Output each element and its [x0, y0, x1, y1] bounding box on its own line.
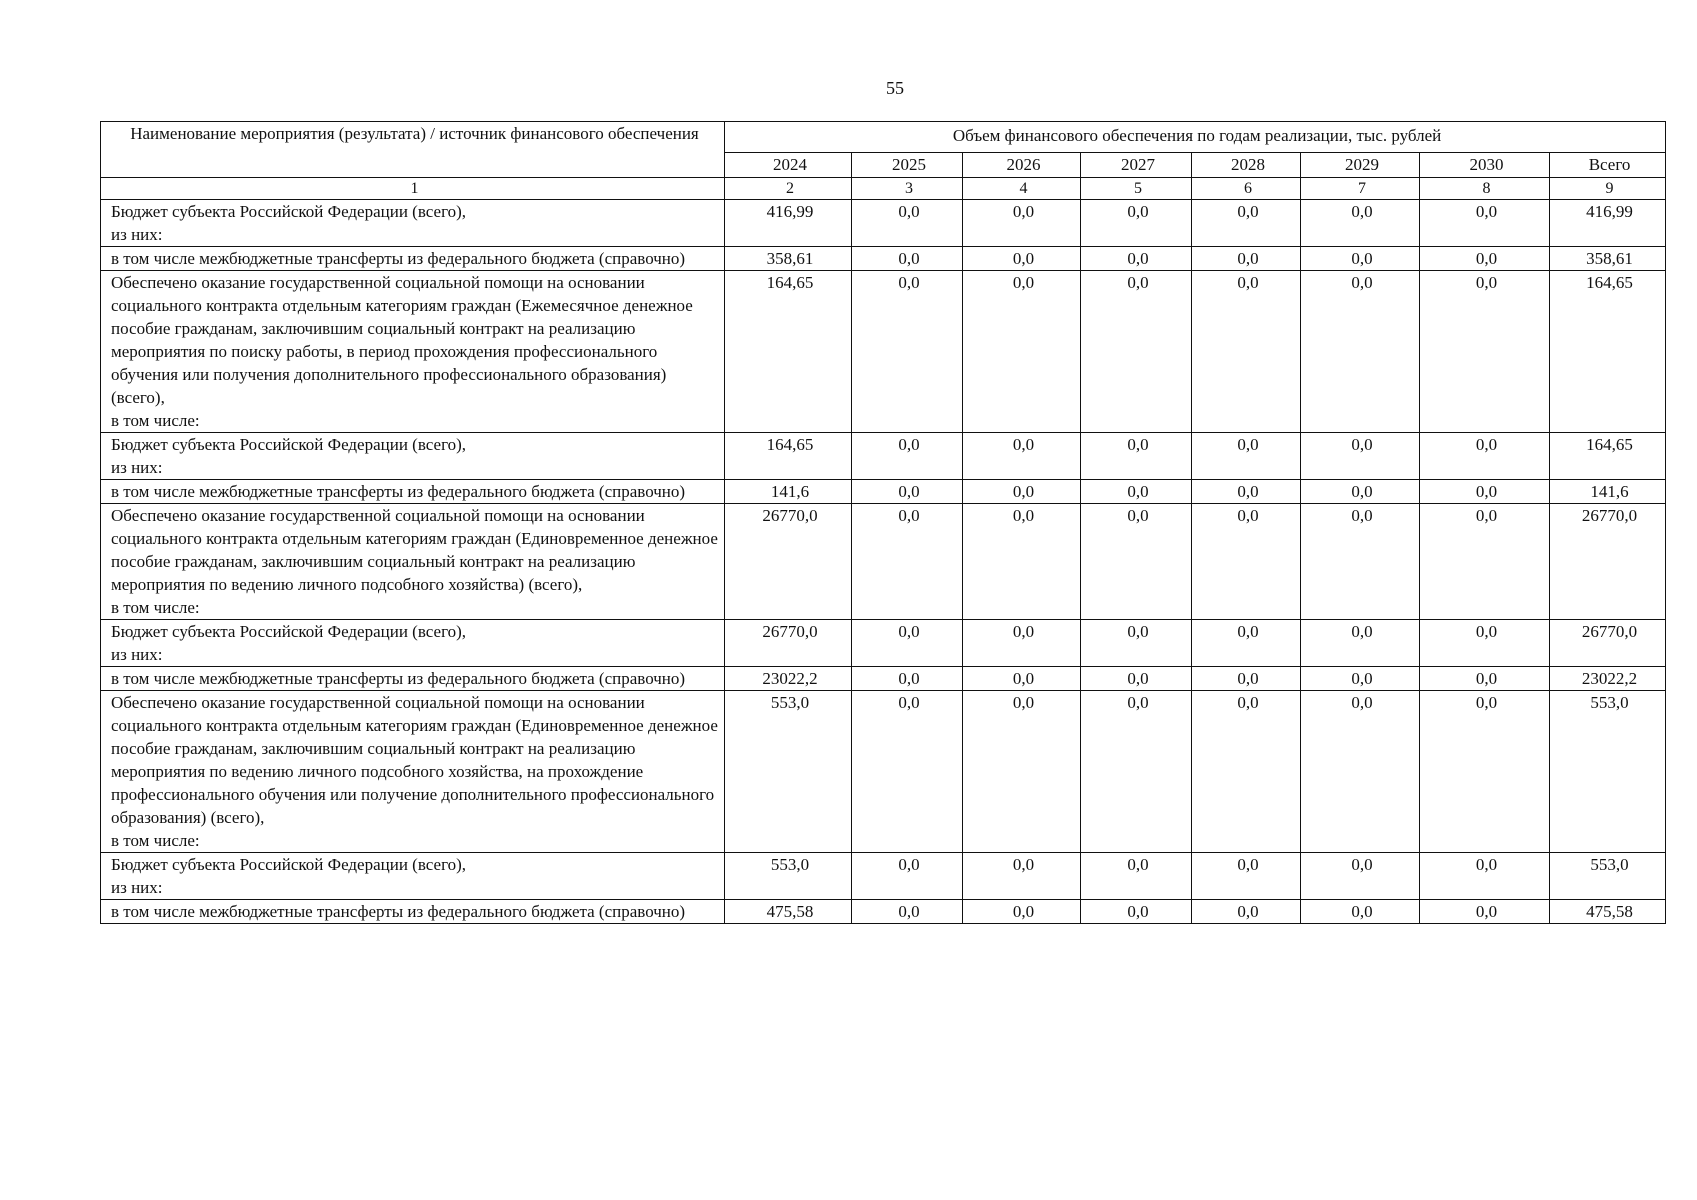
year-value-cell: 0,0 [1420, 620, 1550, 667]
year-value-cell: 553,0 [725, 853, 852, 900]
total-value-cell: 26770,0 [1550, 504, 1666, 620]
year-value-cell: 0,0 [1081, 691, 1192, 853]
table-row [101, 433, 1666, 480]
year-value-cell: 0,0 [1081, 620, 1192, 667]
year-header: 2026 [963, 153, 1081, 178]
table-row [101, 247, 1666, 271]
row-name-cell: в том числе межбюджетные трансферты из федерального бюджета (справочно) [101, 667, 725, 691]
year-value-cell: 0,0 [852, 691, 963, 853]
year-value-cell: 0,0 [1420, 247, 1550, 271]
column-number: 6 [1192, 178, 1301, 200]
year-value-cell: 0,0 [1192, 853, 1301, 900]
year-value-cell: 0,0 [1420, 433, 1550, 480]
year-value-cell: 0,0 [1301, 620, 1420, 667]
table-row [101, 620, 1666, 667]
year-header: 2027 [1081, 153, 1192, 178]
year-value-cell: 0,0 [1420, 480, 1550, 504]
year-value-cell: 0,0 [1192, 200, 1301, 247]
year-value-cell: 0,0 [1301, 691, 1420, 853]
financing-table [100, 121, 1666, 924]
year-value-cell: 141,6 [725, 480, 852, 504]
year-value-cell: 0,0 [852, 480, 963, 504]
column-number: 2 [725, 178, 852, 200]
row-name-cell: Обеспечено оказание государственной социальной помощи на основании социального контракта отдельным категориям граждан (Единовременное денежное пособие гражданам, заключившим социальный контракт на реализацию мероприятия по ведению личного подсобного хозяйства, на прохождение профессионального обучения или получение дополнительного профессионального образования) (всего), в том числе: [101, 691, 725, 853]
row-name-cell: Обеспечено оказание государственной социальной помощи на основании социального контракта отдельным категориям граждан (Единовременное денежное пособие гражданам, заключившим социальный контракт на реализацию мероприятия по ведению личного подсобного хозяйства) (всего), в том числе: [101, 504, 725, 620]
year-value-cell: 0,0 [963, 504, 1081, 620]
total-value-cell: 553,0 [1550, 691, 1666, 853]
total-value-cell: 164,65 [1550, 271, 1666, 433]
year-value-cell: 0,0 [963, 200, 1081, 247]
year-value-cell: 0,0 [1301, 853, 1420, 900]
total-value-cell: 141,6 [1550, 480, 1666, 504]
year-header: 2024 [725, 153, 852, 178]
year-value-cell: 0,0 [1420, 200, 1550, 247]
year-value-cell: 0,0 [1192, 433, 1301, 480]
total-value-cell: 358,61 [1550, 247, 1666, 271]
year-value-cell: 416,99 [725, 200, 852, 247]
year-value-cell: 0,0 [1081, 667, 1192, 691]
year-value-cell: 475,58 [725, 900, 852, 924]
total-value-cell: 475,58 [1550, 900, 1666, 924]
year-value-cell: 26770,0 [725, 504, 852, 620]
year-value-cell: 0,0 [1301, 271, 1420, 433]
total-value-cell: 164,65 [1550, 433, 1666, 480]
year-value-cell: 0,0 [1081, 247, 1192, 271]
year-value-cell: 0,0 [963, 271, 1081, 433]
year-value-cell: 0,0 [1192, 900, 1301, 924]
table-body [101, 200, 1666, 924]
year-value-cell: 164,65 [725, 433, 852, 480]
year-value-cell: 0,0 [852, 433, 963, 480]
year-value-cell: 0,0 [852, 900, 963, 924]
year-value-cell: 0,0 [1081, 433, 1192, 480]
table-row [101, 271, 1666, 433]
year-value-cell: 0,0 [1081, 504, 1192, 620]
total-value-cell: 416,99 [1550, 200, 1666, 247]
year-value-cell: 0,0 [1192, 620, 1301, 667]
table-row [101, 480, 1666, 504]
page-number: 55 [886, 78, 904, 98]
table-header [101, 122, 1666, 200]
year-value-cell: 0,0 [963, 900, 1081, 924]
financing-group-header: Объем финансового обеспечения по годам реализации, тыс. рублей [725, 122, 1666, 153]
row-name-cell: в том числе межбюджетные трансферты из федерального бюджета (справочно) [101, 900, 725, 924]
year-value-cell: 23022,2 [725, 667, 852, 691]
year-value-cell: 0,0 [852, 853, 963, 900]
year-value-cell: 0,0 [1081, 900, 1192, 924]
year-value-cell: 0,0 [963, 480, 1081, 504]
year-value-cell: 0,0 [1420, 691, 1550, 853]
column-number: 7 [1301, 178, 1420, 200]
column-number: 9 [1550, 178, 1666, 200]
table-row [101, 691, 1666, 853]
year-value-cell: 0,0 [852, 200, 963, 247]
name-column-header: Наименование мероприятия (результата) / источник финансового обеспечения [101, 122, 725, 178]
year-header: 2030 [1420, 153, 1550, 178]
row-name-cell: Бюджет субъекта Российской Федерации (всего), из них: [101, 433, 725, 480]
year-value-cell: 0,0 [963, 853, 1081, 900]
year-value-cell: 0,0 [1192, 247, 1301, 271]
year-value-cell: 0,0 [1420, 900, 1550, 924]
column-number-row [101, 178, 1666, 200]
year-value-cell: 0,0 [1301, 480, 1420, 504]
year-value-cell: 0,0 [1301, 667, 1420, 691]
year-value-cell: 26770,0 [725, 620, 852, 667]
column-number: 3 [852, 178, 963, 200]
column-number: 8 [1420, 178, 1550, 200]
year-value-cell: 0,0 [1420, 504, 1550, 620]
year-value-cell: 0,0 [852, 271, 963, 433]
total-value-cell: 553,0 [1550, 853, 1666, 900]
row-name-cell: в том числе межбюджетные трансферты из федерального бюджета (справочно) [101, 480, 725, 504]
year-header: 2028 [1192, 153, 1301, 178]
year-value-cell: 0,0 [1301, 900, 1420, 924]
year-value-cell: 0,0 [1420, 271, 1550, 433]
table-row [101, 667, 1666, 691]
row-name-cell: Бюджет субъекта Российской Федерации (всего), из них: [101, 200, 725, 247]
year-value-cell: 0,0 [1420, 853, 1550, 900]
year-value-cell: 0,0 [1081, 200, 1192, 247]
year-value-cell: 0,0 [1301, 200, 1420, 247]
table-row [101, 504, 1666, 620]
year-value-cell: 358,61 [725, 247, 852, 271]
total-header: Всего [1550, 153, 1666, 178]
year-value-cell: 0,0 [1301, 433, 1420, 480]
year-value-cell: 164,65 [725, 271, 852, 433]
year-value-cell: 0,0 [963, 620, 1081, 667]
column-number: 4 [963, 178, 1081, 200]
year-value-cell: 0,0 [852, 504, 963, 620]
year-value-cell: 0,0 [1081, 480, 1192, 504]
year-value-cell: 0,0 [963, 691, 1081, 853]
year-value-cell: 0,0 [1192, 480, 1301, 504]
year-value-cell: 0,0 [1301, 247, 1420, 271]
year-value-cell: 0,0 [1192, 504, 1301, 620]
year-header: 2029 [1301, 153, 1420, 178]
total-value-cell: 23022,2 [1550, 667, 1666, 691]
row-name-cell: Бюджет субъекта Российской Федерации (всего), из них: [101, 620, 725, 667]
year-value-cell: 0,0 [1081, 853, 1192, 900]
row-name-cell: Бюджет субъекта Российской Федерации (всего), из них: [101, 853, 725, 900]
table-row [101, 853, 1666, 900]
table-row [101, 200, 1666, 247]
row-name-cell: в том числе межбюджетные трансферты из федерального бюджета (справочно) [101, 247, 725, 271]
year-value-cell: 0,0 [852, 247, 963, 271]
year-value-cell: 0,0 [1192, 271, 1301, 433]
year-value-cell: 0,0 [963, 667, 1081, 691]
year-value-cell: 0,0 [852, 667, 963, 691]
table-row [101, 900, 1666, 924]
year-value-cell: 0,0 [1192, 691, 1301, 853]
year-value-cell: 0,0 [963, 247, 1081, 271]
total-value-cell: 26770,0 [1550, 620, 1666, 667]
year-header: 2025 [852, 153, 963, 178]
year-value-cell: 0,0 [1420, 667, 1550, 691]
year-value-cell: 0,0 [852, 620, 963, 667]
column-number: 1 [101, 178, 725, 200]
column-number: 5 [1081, 178, 1192, 200]
year-value-cell: 0,0 [1081, 271, 1192, 433]
row-name-cell: Обеспечено оказание государственной социальной помощи на основании социального контракта отдельным категориям граждан (Ежемесячное денежное пособие гражданам, заключившим социальный контракт на реализацию мероприятия по поиску работы, в период прохождения профессионального обучения или получения дополнительного профессионального образования) (всего), в том числе: [101, 271, 725, 433]
year-value-cell: 0,0 [1301, 504, 1420, 620]
year-value-cell: 553,0 [725, 691, 852, 853]
year-value-cell: 0,0 [1192, 667, 1301, 691]
year-value-cell: 0,0 [963, 433, 1081, 480]
